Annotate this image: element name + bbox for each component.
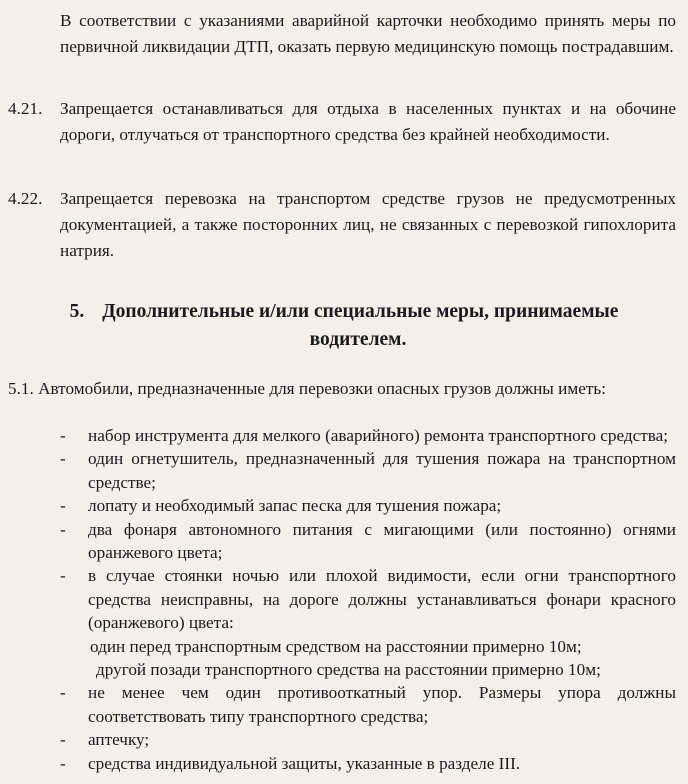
section-5-title-line2: водителем.: [309, 329, 407, 350]
list-item: - два фонаря автономного питания с мигающими (или постоянно) огнями оранжевого цвета;: [60, 519, 676, 563]
dash-marker: -: [60, 566, 66, 586]
list-item: - лопату и необходимый запас песка для тушения пожара;: [60, 494, 676, 517]
dash-marker: -: [60, 496, 66, 516]
item-4-22-number: 4.22.: [8, 189, 43, 208]
dash-marker: -: [60, 426, 66, 445]
sub-line: один перед транспортным средством на расстоянии примерно 10м;: [90, 636, 582, 656]
dash-marker: -: [60, 449, 66, 469]
list-item: - аптечку;: [60, 728, 676, 751]
list-item: - в случае стоянки ночью или плохой видимости, если огни транспортного средства неисправны, на дороге должны устанавливаться фонари красного (оранжевого) цвета:: [60, 566, 676, 633]
list-item: - набор инструмента для мелкого (аварийного) ремонта транспортного средства;: [60, 424, 676, 447]
sub-line: другой позади транспортного средства на расстоянии примерно 10м;: [96, 660, 601, 680]
item-4-22-text: Запрещается перевозка на транспортом средстве грузов не предусмотренных документацией, а также посторонних лиц, не связанных с перевозкой гипохлорита натрия.: [60, 189, 676, 260]
dash-marker: -: [60, 519, 66, 539]
section-5-number: 5.: [69, 301, 85, 322]
section-5-title-line1: Дополнительные и/или специальные меры, принимаемые: [102, 301, 619, 322]
section-5-heading: [0, 298, 688, 326]
dash-marker: -: [60, 753, 66, 773]
item-4-21-text: Запрещается останавливаться для отдыха в населенных пунктах и на обочине дороги, отлучаться от транспортного средства без крайней необходимости.: [60, 99, 676, 144]
list-item: - не менее чем один противооткатный упор. Размеры упора должны соответствовать типу транспортного средства;: [60, 683, 676, 726]
intro-paragraph: В соответствии с указаниями аварийной карточки необходимо принять меры по первичной ликвидации ДТП, оказать первую медицинскую помощь пострадавшим.: [60, 11, 676, 56]
list-item: - один огнетушитель, предназначенный для тушения пожара на транспортном средстве;: [60, 449, 676, 492]
list-item: - средства индивидуальной защиты, указанные в разделе III.: [60, 752, 676, 775]
dash-marker: -: [60, 683, 66, 703]
item-5-1-lead: 5.1. Автомобили, предназначенные для перевозки опасных грузов должны иметь:: [8, 379, 606, 398]
equipment-list: [60, 424, 676, 775]
dash-marker: -: [60, 730, 66, 750]
item-4-21-number: 4.21.: [8, 99, 43, 118]
